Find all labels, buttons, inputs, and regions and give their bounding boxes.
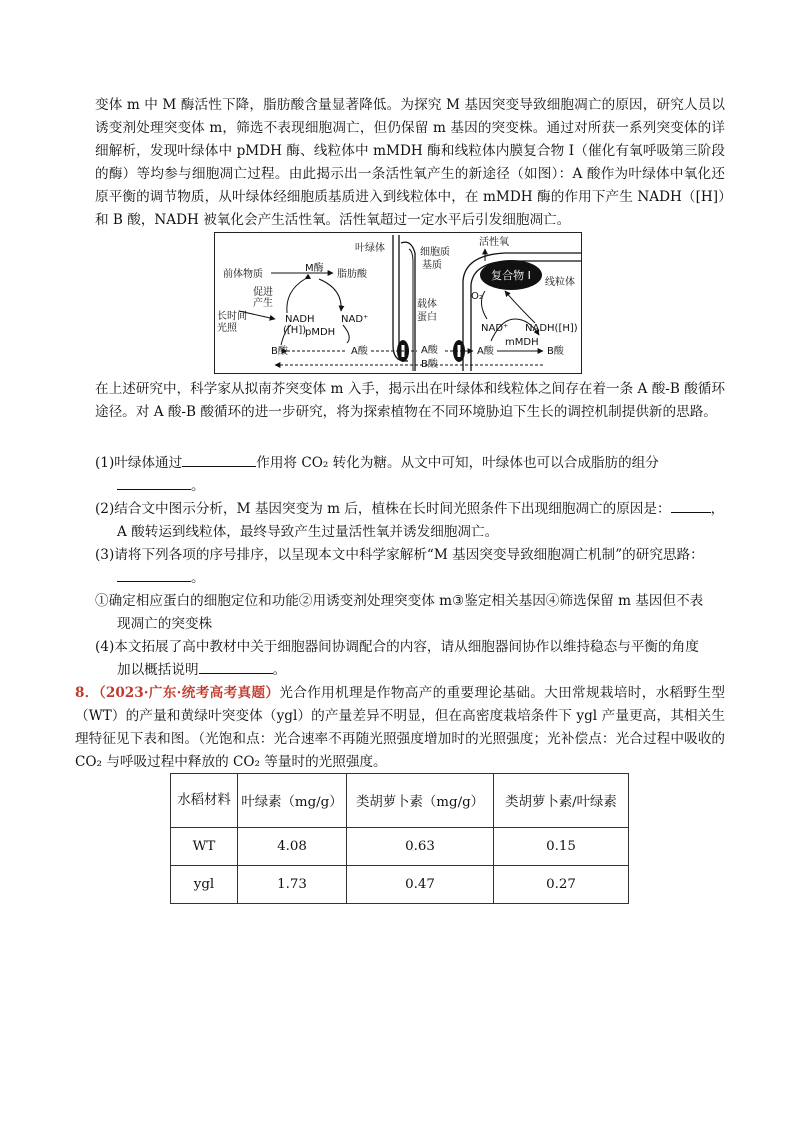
table-row — [171, 828, 629, 866]
light-label-2: 光照 — [217, 323, 237, 334]
question-8-source: （2023·广东·统考高考真题） — [98, 685, 280, 701]
passage-paragraph-2: 在上述研究中，科学家从拟南芥突变体 m 入手，揭示出在叶绿体和线粒体之间存在着一条 A 酸-B 酸循环途径。对 A 酸-B 酸循环的进一步研究，将为探索植物在不同环境胁迫下生长的调控机制提供新的思路。 — [95, 381, 725, 420]
precursor-label: 前体物质 — [223, 269, 263, 280]
carrier-label-1: 载体 — [417, 299, 437, 310]
question-3-options-a: ①确定相应蛋白的细胞定位和功能②用诱变剂处理突变体 m③鉴定相关基因④筛选保留 m 基因但不表 — [95, 593, 704, 609]
chloroplast-inner-membrane — [399, 235, 407, 355]
table-cell: 0.15 — [494, 828, 629, 866]
pigment-table — [170, 773, 629, 904]
table-cell: WT — [171, 828, 238, 866]
nadh-left-bracket: ([H]) — [283, 325, 307, 336]
m-enzyme-label: M酶 — [305, 263, 324, 274]
question-1 — [95, 452, 725, 498]
cytoplasm-label-1: 细胞质 — [420, 247, 450, 258]
table-row — [171, 866, 629, 904]
a-acid-left-label: A酸 — [351, 346, 368, 357]
light-label-1: 长时间 — [217, 311, 247, 322]
a-acid-right-label: A酸 — [477, 346, 494, 357]
question-3-blank[interactable] — [117, 567, 191, 582]
table-cell: 0.63 — [347, 828, 494, 866]
question-4-text-c: 。 — [272, 662, 287, 678]
question-3-options — [95, 590, 725, 636]
question-1-text-b: 作用将 CO₂ 转化为糖。从文中可知，叶绿体也可以合成脂肪的组分 — [256, 455, 659, 471]
pmdh-label: pMDH — [305, 327, 336, 338]
question-1-blank-1[interactable] — [182, 452, 256, 467]
question-2-text-c: A 酸转运到线粒体，最终导致产生过量活性氧并诱发细胞凋亡。 — [117, 524, 499, 540]
question-3 — [95, 544, 725, 590]
question-4-blank[interactable] — [199, 659, 273, 674]
question-2 — [95, 498, 725, 544]
table-cell: 4.08 — [238, 828, 347, 866]
table-header-cell: 类胡萝卜素（mg/g） — [347, 774, 494, 828]
cytoplasm-label-2: 基质 — [422, 260, 442, 271]
ros-label: 活性氧 — [479, 237, 509, 248]
nadh-right-label: NADH([H]) — [525, 323, 578, 334]
mitochondrion-label: 线粒体 — [545, 277, 575, 288]
nad-right-label: NAD⁺ — [481, 323, 509, 334]
chloroplast-label: 叶绿体 — [355, 243, 385, 254]
table-cell: 0.47 — [347, 866, 494, 904]
promote-label-2: 产生 — [253, 298, 273, 309]
question-3-text-a: (3)请将下列各项的序号排序，以呈现本文中科学家解析“M 基因突变导致细胞凋亡机制”的研究思路： — [95, 547, 704, 563]
table-cell: 1.73 — [238, 866, 347, 904]
question-2-blank[interactable] — [671, 498, 711, 513]
passage-paragraph-1: 变体 m 中 M 酶活性下降，脂肪酸含量显著降低。为探究 M 基因突变导致细胞凋亡的原因，研究人员以诱变剂处理突变体 m，筛选不表现细胞凋亡，但仍保留 m 基因的突变株。通过对所获一系列突变体的详细解析，发现叶绿体中 pMDH 酶、线粒体中 mMDH 酶和线粒体内膜复合物 I（催化有氧呼吸第三阶段的酶）等均参与细胞凋亡过程。由此揭示出一条活性氧产生的新途径（如图）：A 酸作为叶绿体中氧化还原平衡的调节物质，从叶绿体经细胞质基质进入到线粒体中，在 mMDH 酶的作用下产生 NADH（[H]）和 B 酸，NADH 被氧化会产生活性氧。活性氧超过一定水平后引发细胞凋亡。 — [95, 97, 725, 228]
question-8-number: 8． — [75, 685, 99, 701]
table-header-row — [171, 774, 629, 828]
question-1-text-c: 。 — [191, 478, 205, 494]
question-3-options-b: 现凋亡的突变株 — [117, 616, 213, 632]
table-header-cell: 水稻材料 — [171, 774, 238, 828]
table-header-cell: 叶绿素（mg/g） — [238, 774, 347, 828]
question-4-text-a: (4)本文拓展了高中教材中关于细胞器间协调配合的内容，请从细胞器间协作以维持稳态与平衡的角度 — [95, 639, 699, 655]
nadh-left-label: NADH — [285, 314, 315, 325]
question-4 — [95, 636, 725, 682]
mmdh-label: mMDH — [505, 337, 539, 348]
question-8 — [75, 682, 725, 774]
b-acid-mid-label: B酸 — [421, 359, 438, 370]
question-8-text: 光合作用机理是作物高产的重要理论基础。大田常规栽培时，水稻野生型（WT）的产量和黄绿叶突变体（ygl）的产量差异不明显，但在高密度栽培条件下 ygl 产量更高，其相关生理特征见下表和图。（光饱和点：光合速率不再随光照强度增加时的光照强度；光补偿点：光合过程中吸收的 CO₂ 与呼吸过程中释放的 CO₂ 等量时的光照强度。 — [75, 685, 726, 770]
pathway-figure — [214, 232, 582, 374]
b-acid-left-label: B酸 — [271, 346, 288, 357]
question-1-text-a: (1)叶绿体通过 — [95, 455, 183, 471]
o2-label: O₂ — [471, 291, 483, 302]
a-acid-mid-label: A酸 — [421, 345, 438, 356]
table-cell: 0.27 — [494, 866, 629, 904]
fatty-acid-label: 脂肪酸 — [337, 269, 367, 280]
nad-left-label: NAD⁺ — [341, 314, 369, 325]
question-2-text-a: (2)结合文中图示分析，M 基因突变为 m 后，植株在长时间光照条件下出现细胞凋亡的原因是： — [95, 501, 671, 517]
question-2-text-b: ， — [710, 501, 725, 517]
pathway-diagram — [215, 233, 581, 373]
table-cell: ygl — [171, 866, 238, 904]
promote-label-1: 促进 — [253, 287, 273, 298]
complex-i-label: 复合物 I — [491, 269, 531, 282]
question-3-text-b: 。 — [191, 570, 205, 586]
question-4-text-b: 加以概括说明 — [117, 662, 199, 678]
b-acid-right-label: B酸 — [547, 346, 564, 357]
question-1-blank-2[interactable] — [117, 475, 191, 490]
table-header-cell: 类胡萝卜素/叶绿素 — [494, 774, 629, 828]
carrier-label-2: 蛋白 — [417, 312, 437, 323]
